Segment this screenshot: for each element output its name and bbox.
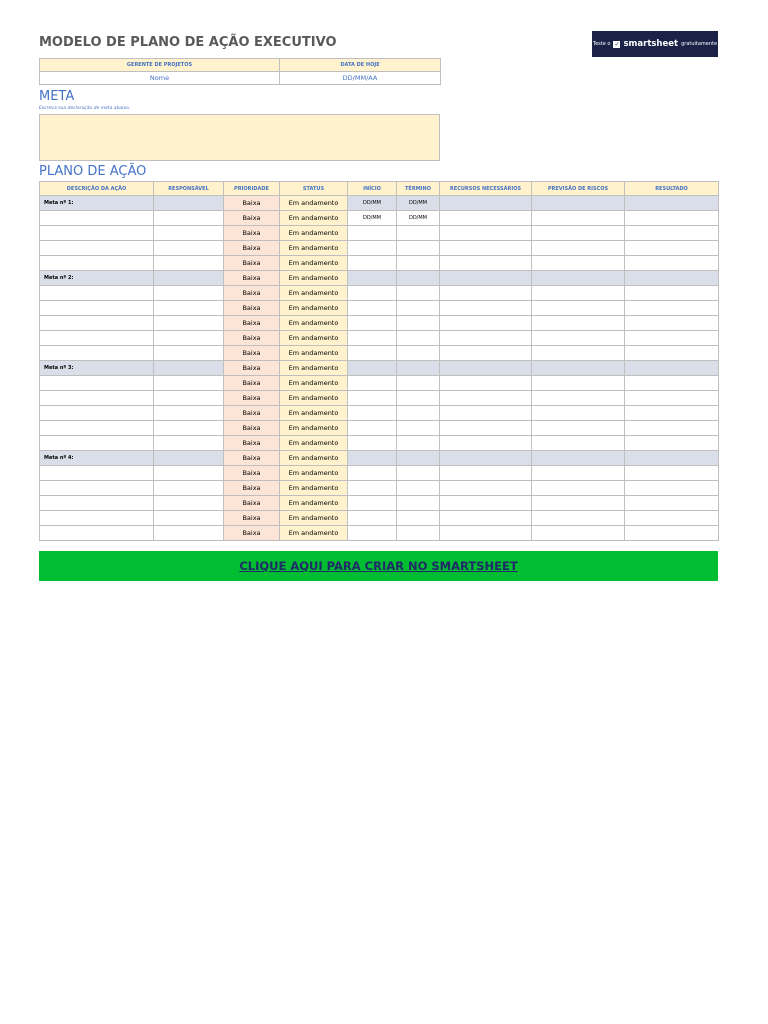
- start-date-cell[interactable]: [348, 331, 397, 346]
- result-cell[interactable]: [625, 241, 719, 256]
- status-cell[interactable]: Em andamento: [280, 331, 348, 346]
- priority-cell[interactable]: Baixa: [224, 481, 280, 496]
- description-cell[interactable]: [40, 211, 154, 226]
- resources-cell[interactable]: [440, 256, 532, 271]
- risks-cell[interactable]: [532, 256, 625, 271]
- start-date-cell[interactable]: [348, 286, 397, 301]
- responsible-cell[interactable]: [154, 481, 224, 496]
- start-date-cell[interactable]: [348, 256, 397, 271]
- priority-cell[interactable]: Baixa: [224, 211, 280, 226]
- start-date-cell[interactable]: [348, 226, 397, 241]
- today-date-field[interactable]: DD/MM/AA: [280, 72, 441, 85]
- result-cell[interactable]: [625, 271, 719, 286]
- resources-cell[interactable]: [440, 451, 532, 466]
- priority-cell[interactable]: Baixa: [224, 271, 280, 286]
- start-date-cell[interactable]: [348, 361, 397, 376]
- status-cell[interactable]: Em andamento: [280, 466, 348, 481]
- table-row: [40, 346, 719, 361]
- end-date-cell[interactable]: [397, 226, 440, 241]
- result-cell[interactable]: [625, 211, 719, 226]
- responsible-cell[interactable]: [154, 346, 224, 361]
- description-cell[interactable]: [40, 286, 154, 301]
- status-cell[interactable]: Em andamento: [280, 346, 348, 361]
- priority-cell[interactable]: Baixa: [224, 451, 280, 466]
- risks-cell[interactable]: [532, 196, 625, 211]
- end-date-cell[interactable]: DD/MM: [397, 196, 440, 211]
- resources-cell[interactable]: [440, 496, 532, 511]
- priority-cell[interactable]: Baixa: [224, 346, 280, 361]
- description-cell[interactable]: [40, 421, 154, 436]
- start-date-cell[interactable]: [348, 301, 397, 316]
- risks-cell[interactable]: [532, 526, 625, 541]
- col-header-risks: PREVISÃO DE RISCOS: [532, 182, 625, 196]
- result-cell[interactable]: [625, 481, 719, 496]
- result-cell[interactable]: [625, 391, 719, 406]
- responsible-cell[interactable]: [154, 361, 224, 376]
- status-cell[interactable]: Em andamento: [280, 421, 348, 436]
- end-date-cell[interactable]: [397, 331, 440, 346]
- project-info-table: [39, 58, 441, 85]
- project-manager-field[interactable]: Nome: [40, 72, 280, 85]
- priority-cell[interactable]: Baixa: [224, 526, 280, 541]
- status-cell[interactable]: Em andamento: [280, 481, 348, 496]
- description-cell[interactable]: [40, 511, 154, 526]
- priority-cell[interactable]: Baixa: [224, 376, 280, 391]
- col-header-resources: RECURSOS NECESSÁRIOS: [440, 182, 532, 196]
- start-date-cell[interactable]: [348, 496, 397, 511]
- description-cell[interactable]: [40, 481, 154, 496]
- priority-cell[interactable]: Baixa: [224, 196, 280, 211]
- risks-cell[interactable]: [532, 436, 625, 451]
- start-date-cell[interactable]: [348, 241, 397, 256]
- responsible-cell[interactable]: [154, 451, 224, 466]
- result-cell[interactable]: [625, 421, 719, 436]
- table-row: [40, 286, 719, 301]
- result-cell[interactable]: [625, 301, 719, 316]
- status-cell[interactable]: Em andamento: [280, 256, 348, 271]
- description-cell[interactable]: [40, 301, 154, 316]
- resources-cell[interactable]: [440, 526, 532, 541]
- responsible-cell[interactable]: [154, 526, 224, 541]
- resources-cell[interactable]: [440, 361, 532, 376]
- responsible-cell[interactable]: [154, 466, 224, 481]
- table-row: [40, 211, 719, 226]
- description-cell[interactable]: [40, 331, 154, 346]
- result-cell[interactable]: [625, 226, 719, 241]
- status-cell[interactable]: Em andamento: [280, 196, 348, 211]
- result-cell[interactable]: [625, 466, 719, 481]
- start-date-cell[interactable]: [348, 511, 397, 526]
- risks-cell[interactable]: [532, 451, 625, 466]
- status-cell[interactable]: Em andamento: [280, 241, 348, 256]
- responsible-cell[interactable]: [154, 436, 224, 451]
- col-header-priority: PRIORIDADE: [224, 182, 280, 196]
- responsible-cell[interactable]: [154, 196, 224, 211]
- risks-cell[interactable]: [532, 241, 625, 256]
- meta-instructions: Escreva sua declaração de meta abaixo.: [39, 106, 131, 111]
- end-date-cell[interactable]: [397, 511, 440, 526]
- status-cell[interactable]: Em andamento: [280, 406, 348, 421]
- logo-suffix: gratuitamente: [681, 41, 718, 47]
- priority-cell[interactable]: Baixa: [224, 391, 280, 406]
- resources-cell[interactable]: [440, 406, 532, 421]
- responsible-cell[interactable]: [154, 271, 224, 286]
- end-date-cell[interactable]: [397, 316, 440, 331]
- status-cell[interactable]: Em andamento: [280, 511, 348, 526]
- end-date-cell[interactable]: [397, 241, 440, 256]
- end-date-cell[interactable]: [397, 406, 440, 421]
- description-cell[interactable]: [40, 241, 154, 256]
- end-date-cell[interactable]: DD/MM: [397, 211, 440, 226]
- responsible-cell[interactable]: [154, 331, 224, 346]
- end-date-cell[interactable]: [397, 481, 440, 496]
- result-cell[interactable]: [625, 316, 719, 331]
- status-cell[interactable]: Em andamento: [280, 226, 348, 241]
- responsible-cell[interactable]: [154, 241, 224, 256]
- col-header-end: TÉRMINO: [397, 182, 440, 196]
- priority-cell[interactable]: Baixa: [224, 301, 280, 316]
- project-manager-header: GERENTE DE PROJETOS: [40, 59, 280, 72]
- responsible-cell[interactable]: [154, 496, 224, 511]
- resources-cell[interactable]: [440, 196, 532, 211]
- end-date-cell[interactable]: [397, 286, 440, 301]
- responsible-cell[interactable]: [154, 301, 224, 316]
- table-header-row: [40, 182, 719, 196]
- description-cell[interactable]: [40, 391, 154, 406]
- table-row: [40, 331, 719, 346]
- status-cell[interactable]: Em andamento: [280, 436, 348, 451]
- start-date-cell[interactable]: DD/MM: [348, 211, 397, 226]
- table-row: [40, 226, 719, 241]
- result-cell[interactable]: [625, 331, 719, 346]
- start-date-cell[interactable]: [348, 526, 397, 541]
- end-date-cell[interactable]: [397, 361, 440, 376]
- risks-cell[interactable]: [532, 301, 625, 316]
- priority-cell[interactable]: Baixa: [224, 226, 280, 241]
- table-row: [40, 511, 719, 526]
- end-date-cell[interactable]: [397, 301, 440, 316]
- table-row: [40, 241, 719, 256]
- start-date-cell[interactable]: [348, 451, 397, 466]
- risks-cell[interactable]: [532, 316, 625, 331]
- end-date-cell[interactable]: [397, 391, 440, 406]
- table-row: [40, 316, 719, 331]
- status-cell[interactable]: Em andamento: [280, 451, 348, 466]
- create-in-smartsheet-banner: [39, 551, 718, 581]
- status-cell[interactable]: Em andamento: [280, 376, 348, 391]
- meta-statement-field[interactable]: [39, 114, 440, 161]
- action-plan-heading: PLANO DE AÇÃO: [39, 164, 147, 179]
- responsible-cell[interactable]: [154, 511, 224, 526]
- status-cell[interactable]: Em andamento: [280, 286, 348, 301]
- status-cell[interactable]: Em andamento: [280, 316, 348, 331]
- goal-row: [40, 196, 719, 211]
- responsible-cell[interactable]: [154, 391, 224, 406]
- priority-cell[interactable]: Baixa: [224, 466, 280, 481]
- resources-cell[interactable]: [440, 346, 532, 361]
- status-cell[interactable]: Em andamento: [280, 361, 348, 376]
- risks-cell[interactable]: [532, 481, 625, 496]
- status-cell[interactable]: Em andamento: [280, 271, 348, 286]
- risks-cell[interactable]: [532, 226, 625, 241]
- risks-cell[interactable]: [532, 286, 625, 301]
- col-header-responsible: RESPONSÁVEL: [154, 182, 224, 196]
- resources-cell[interactable]: [440, 241, 532, 256]
- priority-cell[interactable]: Baixa: [224, 511, 280, 526]
- end-date-cell[interactable]: [397, 256, 440, 271]
- col-header-start: INÍCIO: [348, 182, 397, 196]
- description-cell[interactable]: [40, 346, 154, 361]
- result-cell[interactable]: [625, 361, 719, 376]
- risks-cell[interactable]: [532, 376, 625, 391]
- description-cell[interactable]: [40, 376, 154, 391]
- status-cell[interactable]: Em andamento: [280, 496, 348, 511]
- end-date-cell[interactable]: [397, 271, 440, 286]
- responsible-cell[interactable]: [154, 211, 224, 226]
- action-plan-table: [39, 181, 719, 541]
- description-cell[interactable]: [40, 436, 154, 451]
- table-row: [40, 496, 719, 511]
- status-cell[interactable]: Em andamento: [280, 211, 348, 226]
- smartsheet-icon: ✓: [614, 40, 620, 48]
- meta-heading: META: [39, 89, 75, 104]
- resources-cell[interactable]: [440, 481, 532, 496]
- description-cell[interactable]: [40, 226, 154, 241]
- responsible-cell[interactable]: [154, 316, 224, 331]
- risks-cell[interactable]: [532, 391, 625, 406]
- table-row: [40, 406, 719, 421]
- create-in-smartsheet-link[interactable]: CLIQUE AQUI PARA CRIAR NO SMARTSHEET: [239, 559, 518, 573]
- page-title: MODELO DE PLANO DE AÇÃO EXECUTIVO: [39, 35, 337, 50]
- responsible-cell[interactable]: [154, 406, 224, 421]
- risks-cell[interactable]: [532, 406, 625, 421]
- status-cell[interactable]: Em andamento: [280, 526, 348, 541]
- end-date-cell[interactable]: [397, 376, 440, 391]
- result-cell[interactable]: [625, 196, 719, 211]
- description-cell[interactable]: Meta nº 2:: [40, 271, 154, 286]
- result-cell[interactable]: [625, 496, 719, 511]
- result-cell[interactable]: [625, 406, 719, 421]
- description-cell[interactable]: [40, 256, 154, 271]
- start-date-cell[interactable]: [348, 271, 397, 286]
- end-date-cell[interactable]: [397, 466, 440, 481]
- table-row: [40, 256, 719, 271]
- risks-cell[interactable]: [532, 496, 625, 511]
- table-row: [40, 376, 719, 391]
- responsible-cell[interactable]: [154, 376, 224, 391]
- resources-cell[interactable]: [440, 376, 532, 391]
- resources-cell[interactable]: [440, 391, 532, 406]
- priority-cell[interactable]: Baixa: [224, 406, 280, 421]
- priority-cell[interactable]: Baixa: [224, 286, 280, 301]
- goal-row: [40, 451, 719, 466]
- today-date-header: DATA DE HOJE: [280, 59, 441, 72]
- table-row: [40, 391, 719, 406]
- description-cell[interactable]: Meta nº 4:: [40, 451, 154, 466]
- result-cell[interactable]: [625, 376, 719, 391]
- risks-cell[interactable]: [532, 421, 625, 436]
- start-date-cell[interactable]: [348, 391, 397, 406]
- col-header-description: DESCRIÇÃO DA AÇÃO: [40, 182, 154, 196]
- result-cell[interactable]: [625, 256, 719, 271]
- priority-cell[interactable]: Baixa: [224, 316, 280, 331]
- priority-cell[interactable]: Baixa: [224, 496, 280, 511]
- resources-cell[interactable]: [440, 286, 532, 301]
- table-row: [40, 526, 719, 541]
- risks-cell[interactable]: [532, 466, 625, 481]
- priority-cell[interactable]: Baixa: [224, 256, 280, 271]
- start-date-cell[interactable]: [348, 376, 397, 391]
- resources-cell[interactable]: [440, 421, 532, 436]
- end-date-cell[interactable]: [397, 451, 440, 466]
- result-cell[interactable]: [625, 526, 719, 541]
- start-date-cell[interactable]: [348, 316, 397, 331]
- smartsheet-logo-banner[interactable]: [592, 31, 718, 57]
- result-cell[interactable]: [625, 451, 719, 466]
- resources-cell[interactable]: [440, 226, 532, 241]
- goal-row: [40, 271, 719, 286]
- resources-cell[interactable]: [440, 271, 532, 286]
- table-row: [40, 466, 719, 481]
- goal-row: [40, 361, 719, 376]
- start-date-cell[interactable]: [348, 436, 397, 451]
- risks-cell[interactable]: [532, 331, 625, 346]
- logo-brand: smartsheet: [623, 39, 679, 49]
- priority-cell[interactable]: Baixa: [224, 421, 280, 436]
- description-cell[interactable]: Meta nº 3:: [40, 361, 154, 376]
- end-date-cell[interactable]: [397, 436, 440, 451]
- description-cell[interactable]: Meta nº 1:: [40, 196, 154, 211]
- result-cell[interactable]: [625, 436, 719, 451]
- description-cell[interactable]: [40, 406, 154, 421]
- start-date-cell[interactable]: [348, 406, 397, 421]
- end-date-cell[interactable]: [397, 526, 440, 541]
- start-date-cell[interactable]: [348, 481, 397, 496]
- resources-cell[interactable]: [440, 331, 532, 346]
- priority-cell[interactable]: Baixa: [224, 241, 280, 256]
- risks-cell[interactable]: [532, 271, 625, 286]
- resources-cell[interactable]: [440, 511, 532, 526]
- start-date-cell[interactable]: [348, 466, 397, 481]
- description-cell[interactable]: [40, 526, 154, 541]
- responsible-cell[interactable]: [154, 286, 224, 301]
- resources-cell[interactable]: [440, 466, 532, 481]
- table-row: [40, 436, 719, 451]
- resources-cell[interactable]: [440, 316, 532, 331]
- start-date-cell[interactable]: [348, 421, 397, 436]
- result-cell[interactable]: [625, 511, 719, 526]
- priority-cell[interactable]: Baixa: [224, 331, 280, 346]
- description-cell[interactable]: [40, 466, 154, 481]
- risks-cell[interactable]: [532, 361, 625, 376]
- resources-cell[interactable]: [440, 211, 532, 226]
- table-row: [40, 301, 719, 316]
- responsible-cell[interactable]: [154, 256, 224, 271]
- responsible-cell[interactable]: [154, 226, 224, 241]
- table-row: [40, 421, 719, 436]
- resources-cell[interactable]: [440, 301, 532, 316]
- col-header-status: STATUS: [280, 182, 348, 196]
- end-date-cell[interactable]: [397, 496, 440, 511]
- end-date-cell[interactable]: [397, 346, 440, 361]
- result-cell[interactable]: [625, 346, 719, 361]
- priority-cell[interactable]: Baixa: [224, 436, 280, 451]
- start-date-cell[interactable]: [348, 346, 397, 361]
- description-cell[interactable]: [40, 316, 154, 331]
- status-cell[interactable]: Em andamento: [280, 301, 348, 316]
- logo-prefix: Teste o: [592, 41, 611, 47]
- risks-cell[interactable]: [532, 211, 625, 226]
- priority-cell[interactable]: Baixa: [224, 361, 280, 376]
- end-date-cell[interactable]: [397, 421, 440, 436]
- status-cell[interactable]: Em andamento: [280, 391, 348, 406]
- risks-cell[interactable]: [532, 346, 625, 361]
- risks-cell[interactable]: [532, 511, 625, 526]
- table-row: [40, 481, 719, 496]
- resources-cell[interactable]: [440, 436, 532, 451]
- start-date-cell[interactable]: DD/MM: [348, 196, 397, 211]
- description-cell[interactable]: [40, 496, 154, 511]
- result-cell[interactable]: [625, 286, 719, 301]
- col-header-result: RESULTADO: [625, 182, 719, 196]
- responsible-cell[interactable]: [154, 421, 224, 436]
